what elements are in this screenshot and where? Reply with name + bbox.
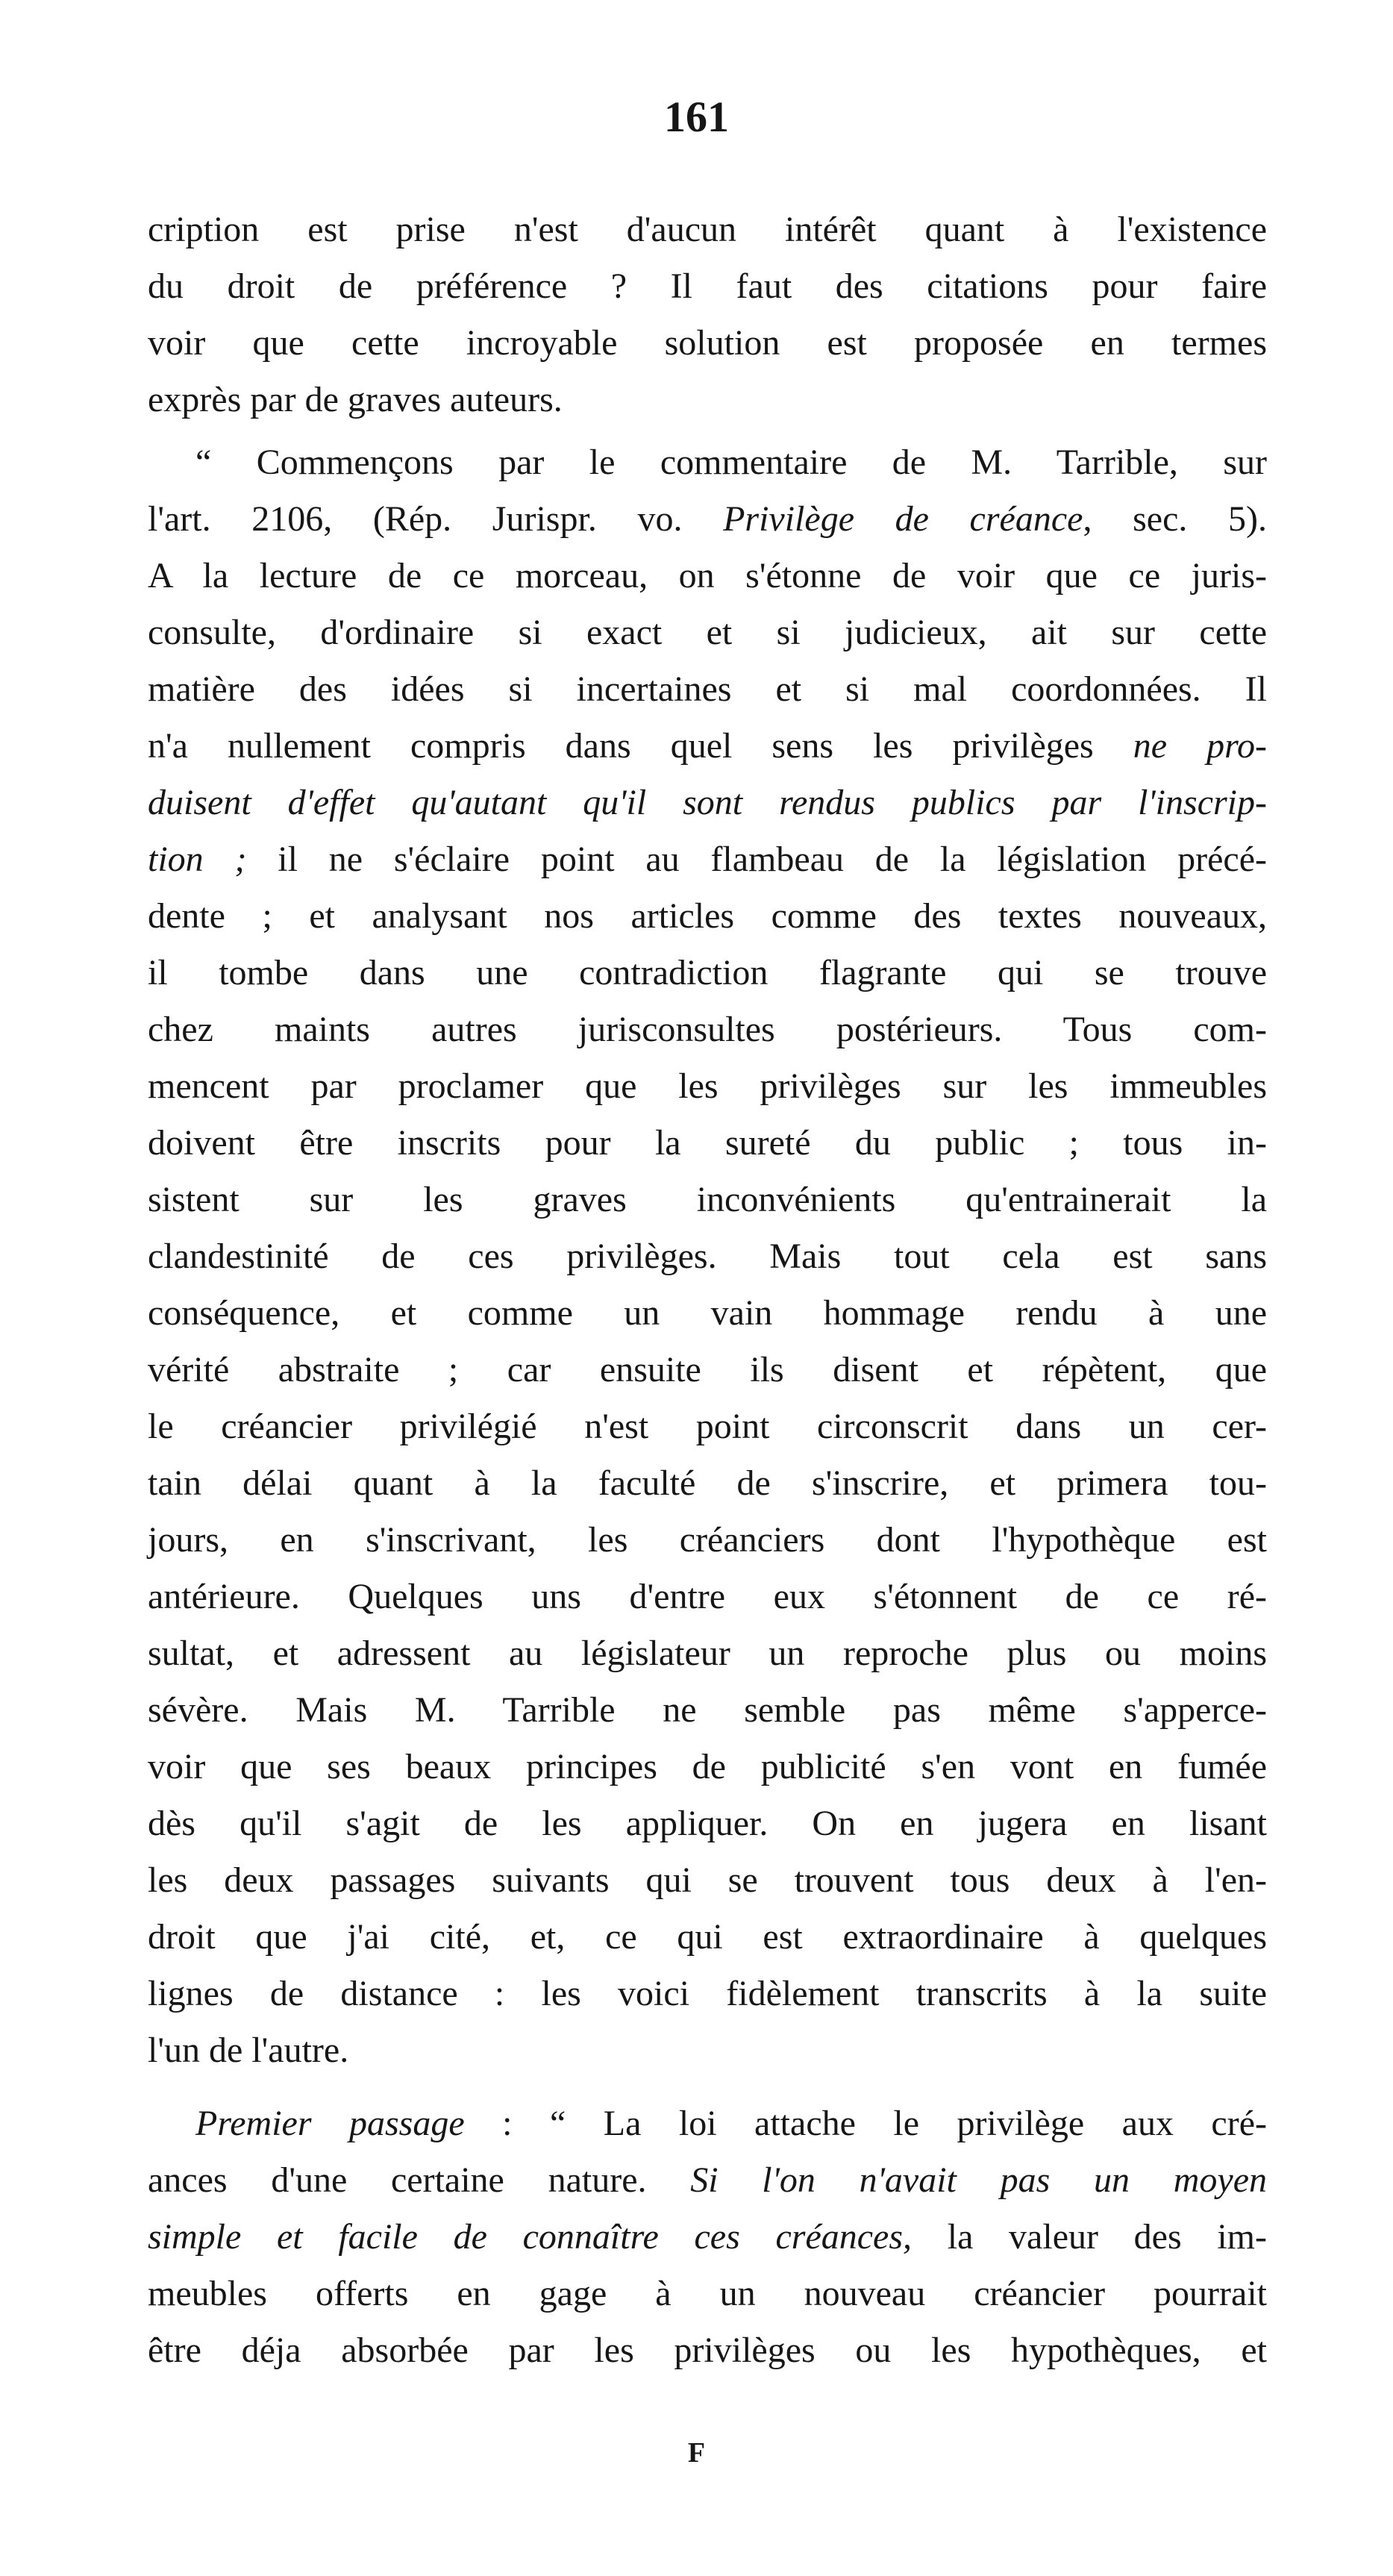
- italic-title: Privilège de créance: [723, 499, 1083, 539]
- text-line-mixed: [148, 2152, 1267, 2209]
- text-line: A la lecture de ce morceau, on s'étonne de voir que ce juris-: [148, 556, 1267, 595]
- text-line: droit que j'ai cité, et, ce qui est extraordinaire à quelques: [148, 1917, 1267, 1957]
- text-line: dès qu'il s'agit de les appliquer. On en jugera en lisant: [148, 1804, 1267, 1843]
- text-line: le créancier privilégié n'est point circonscrit dans un cer-: [148, 1407, 1267, 1446]
- italic-quote: Si l'on n'avait pas un moyen: [690, 2160, 1267, 2200]
- text-line: du droit de préférence ? Il faut des citations pour faire: [148, 266, 1267, 306]
- text-run: ances d'une certaine nature.: [148, 2160, 691, 2200]
- text-line: voir que cette incroyable solution est proposée en termes: [148, 323, 1267, 363]
- text-line: conséquence, et comme un vain hommage rendu à une: [148, 1293, 1267, 1333]
- text-line-mixed: [148, 2095, 1267, 2152]
- text-line-italic: [148, 775, 1267, 831]
- italic-quote: tion ;: [148, 840, 247, 879]
- text-line: les deux passages suivants qui se trouvent tous deux à l'en-: [148, 1860, 1267, 1900]
- text-run: la valeur des im-: [912, 2217, 1267, 2257]
- text-line: vérité abstraite ; car ensuite ils disent et répètent, que: [148, 1350, 1267, 1389]
- text-line: “ Commençons par le commentaire de M. Tarrible, sur: [195, 443, 1267, 482]
- text-run: , sec. 5).: [1083, 499, 1267, 539]
- text-run: l'art. 2106, (Rép. Jurispr. vo.: [148, 499, 724, 539]
- paragraph-1: [148, 201, 1267, 428]
- paragraph-3: [148, 2095, 1267, 2379]
- text-run: : “ La loi attache le privilège aux cré-: [464, 2104, 1268, 2143]
- text-line-mixed: [148, 491, 1267, 548]
- text-line-mixed: [148, 831, 1267, 888]
- text-line: sultat, et adressent au législateur un reproche plus ou moins: [148, 1634, 1267, 1673]
- text-line: sistent sur les graves inconvénients qu'entrainerait la: [148, 1180, 1267, 1219]
- italic-quote: ne pro-: [1133, 726, 1268, 766]
- text-line: antérieure. Quelques uns d'entre eux s'étonnent de ce ré-: [148, 1577, 1267, 1616]
- text-line: tain délai quant à la faculté de s'inscrire, et primera tou-: [148, 1463, 1267, 1503]
- text-line: meubles offerts en gage à un nouveau créancier pourrait: [148, 2274, 1267, 2313]
- text-run: n'a nullement compris dans quel sens les privilèges: [148, 726, 1133, 766]
- text-line: lignes de distance : les voici fidèlement transcrits à la suite: [148, 1974, 1267, 2013]
- text-run: il ne s'éclaire point au flambeau de la législation précé-: [246, 840, 1268, 879]
- page-number: 161: [664, 93, 729, 141]
- text-line: cription est prise n'est d'aucun intérêt quant à l'existence: [148, 210, 1267, 249]
- text-line: voir que ses beaux principes de publicité s'en vont en fumée: [148, 1747, 1267, 1786]
- text-line: exprès par de graves auteurs.: [148, 380, 563, 419]
- text-line: l'un de l'autre.: [148, 2031, 349, 2070]
- text-line-mixed: [148, 2209, 1267, 2266]
- italic-quote: simple et facile de connaître ces créances,: [148, 2217, 913, 2257]
- text-line-mixed: [148, 718, 1267, 775]
- text-line: mencent par proclamer que les privilèges sur les immeubles: [148, 1066, 1267, 1106]
- italic-quote: duisent d'effet qu'autant qu'il sont rendus publics par l'inscrip-: [148, 783, 1267, 822]
- italic-heading: Premier passage: [195, 2104, 465, 2143]
- text-line: sévère. Mais M. Tarrible ne semble pas même s'apperce-: [148, 1690, 1267, 1730]
- text-line: clandestinité de ces privilèges. Mais tout cela est sans: [148, 1237, 1267, 1276]
- text-line: doivent être inscrits pour la sureté du public ; tous in-: [148, 1123, 1267, 1163]
- signature-mark: F: [687, 2437, 706, 2469]
- text-line: être déja absorbée par les privilèges ou les hypothèques, et: [148, 2330, 1267, 2370]
- paragraph-2: [148, 434, 1267, 2079]
- text-line: jours, en s'inscrivant, les créanciers dont l'hypothèque est: [148, 1520, 1267, 1560]
- text-line: il tombe dans une contradiction flagrante qui se trouve: [148, 953, 1267, 992]
- text-line: consulte, d'ordinaire si exact et si judicieux, ait sur cette: [148, 613, 1267, 652]
- text-line: dente ; et analysant nos articles comme des textes nouveaux,: [148, 896, 1267, 936]
- body-text: [148, 201, 1267, 2379]
- text-line: matière des idées si incertaines et si mal coordonnées. Il: [148, 669, 1267, 709]
- text-line: chez maints autres jurisconsultes postérieurs. Tous com-: [148, 1010, 1267, 1049]
